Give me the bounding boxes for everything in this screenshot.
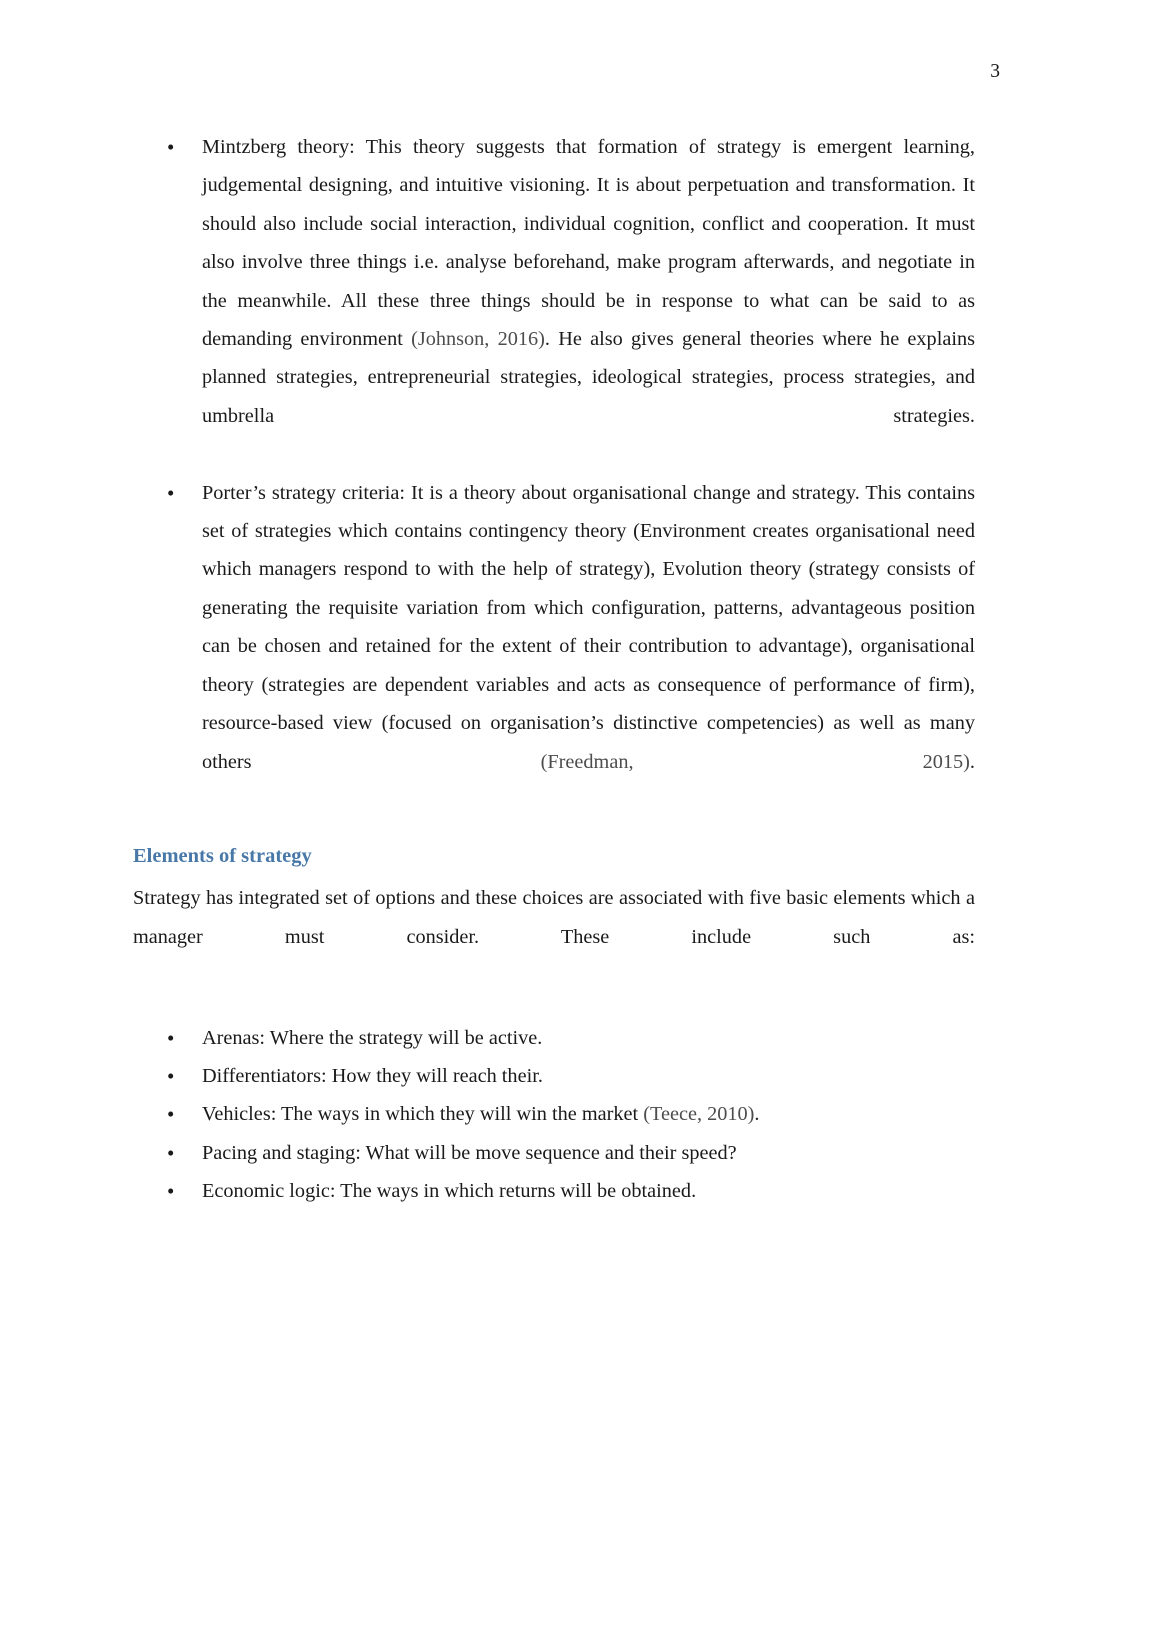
bullet-point-icon: • [167, 1063, 175, 1088]
citation-reference: (Johnson, 2016) [411, 328, 545, 351]
bullet-point-icon: • [167, 1140, 175, 1165]
text-run: . [754, 1103, 760, 1126]
bullet-point-icon: • [167, 135, 175, 159]
list-item-mintzberg-theory [133, 128, 975, 474]
text-run: Economic logic: The ways in which returns will be obtained. [202, 1180, 697, 1203]
section-intro-paragraph: Strategy has integrated set of options and these choices are associated with five basic elements which a manager must consider. These include such as: [133, 887, 975, 948]
section-heading-elements-of-strategy: Elements of strategy [133, 845, 312, 868]
bullet-point-icon: • [167, 1025, 175, 1050]
list-item-porters-strategy-criteria [133, 474, 975, 820]
list-item-arenas [133, 1019, 975, 1057]
list-item-text [202, 1027, 542, 1049]
list-item-differentiators [133, 1057, 975, 1095]
text-run: . [969, 750, 975, 773]
text-run: Porter’s strategy criteria: It is a theory about organisational change and strategy. This contains set of strategies which contains contingency theory (Environment creates organisational need which managers respond to with the help of strategy), Evolution theory (strategy consists of generating the requisite variation from which configuration, patterns, advantageous position can be chosen and retained for the extent of their contribution to advantage), organisational theory (strategies are dependent variables and acts as consequence of performance of firm), resource-based view (focused on organisation’s distinctive competencies) as well as many others [202, 481, 975, 773]
list-item-pacing-and-staging [133, 1134, 975, 1172]
bullet-point-icon: • [167, 480, 175, 505]
page-content [133, 128, 975, 1211]
elements-bullet-list [133, 1019, 975, 1211]
list-item-text [202, 1180, 696, 1202]
text-run: Mintzberg theory: This theory suggests that formation of strategy is emergent learning, judgemental designing, and intuitive visioning. It is about perpetuation and transformation. It should also include social interaction, individual cognition, conflict and cooperation. It must also involve three things i.e. analyse beforehand, make program afterwards, and negotiate in the meanwhile. All these three things should be in response to what can be said to as demanding environment [202, 136, 975, 351]
text-run: Arenas: Where the strategy will be active. [202, 1026, 543, 1049]
text-run: Pacing and staging: What will be move sequence and their speed? [202, 1141, 737, 1164]
list-item-vehicles [133, 1095, 975, 1133]
list-item-text [202, 128, 975, 474]
citation-reference: (Freedman, 2015) [540, 750, 970, 773]
theories-bullet-list [133, 128, 975, 819]
text-run: . He also gives general theories where he explains planned strategies, entrepreneurial strategies, ideological strategies, process strategies, and umbrella strategies. [202, 328, 976, 427]
list-item-economic-logic [133, 1172, 975, 1210]
citation-reference: (Teece, 2010) [643, 1103, 755, 1126]
text-run: Vehicles: The ways in which they will win the market [202, 1103, 644, 1126]
list-item-text [202, 1065, 543, 1087]
text-run: Differentiators: How they will reach their. [202, 1064, 543, 1087]
list-item-text [202, 1142, 737, 1164]
bullet-point-icon: • [167, 1179, 175, 1204]
page-number: 3 [990, 61, 1000, 82]
list-item-text [202, 1103, 760, 1125]
list-item-text [202, 474, 975, 820]
bullet-point-icon: • [167, 1102, 175, 1127]
